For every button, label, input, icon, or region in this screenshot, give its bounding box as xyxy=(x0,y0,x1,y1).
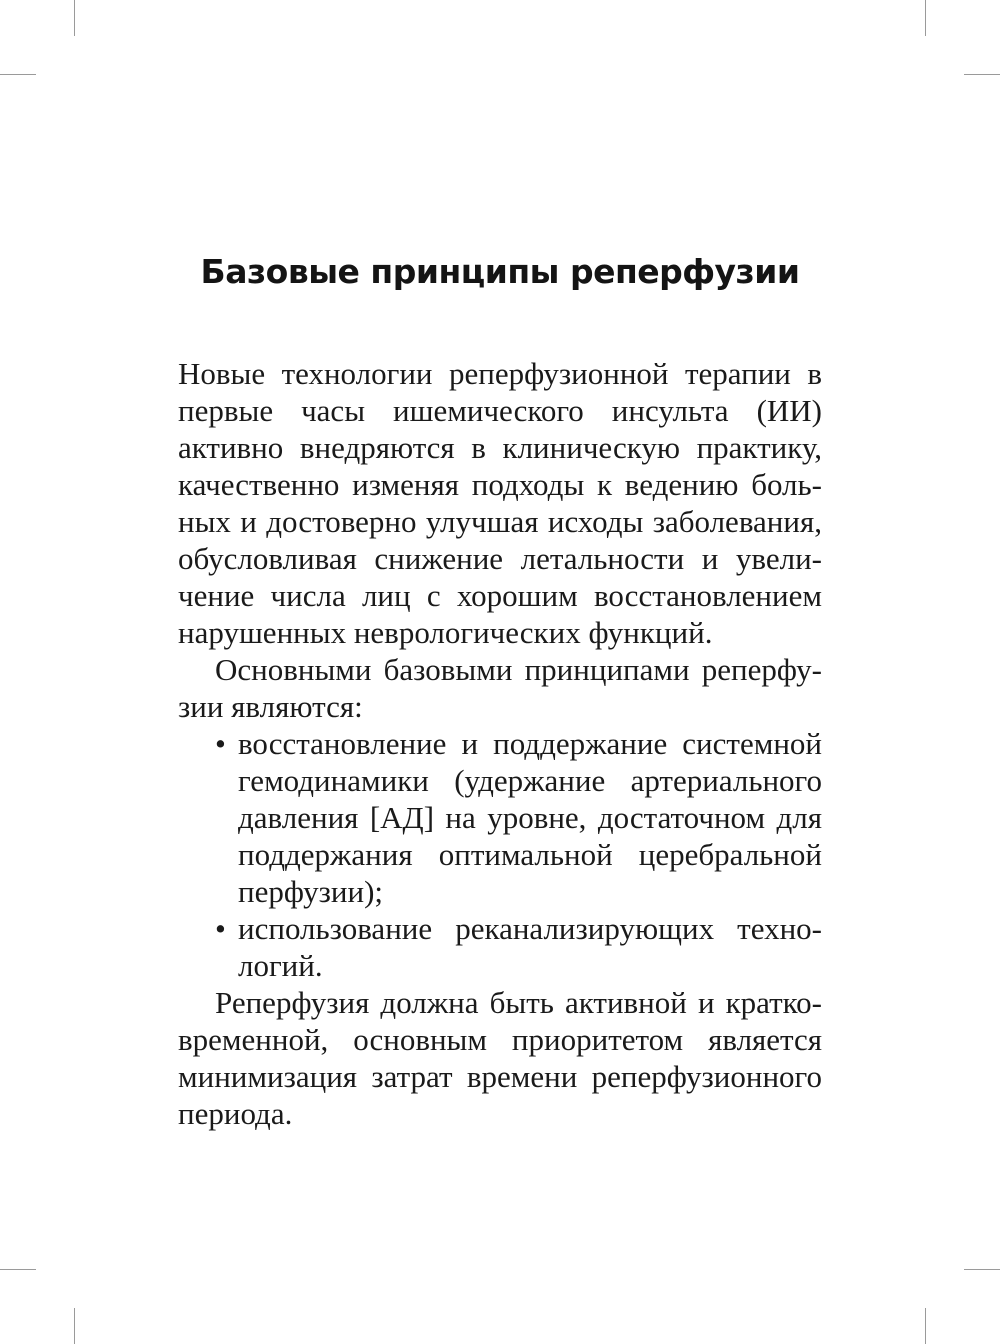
paragraph-conclusion: Реперфузия должна быть активной и кратковременной, основным приоритетом является минимизация затрат времени реперфузионного периода. xyxy=(178,985,822,1131)
crop-mark-top-left xyxy=(74,0,75,36)
principles-list xyxy=(178,725,822,984)
crop-mark-left-bottom xyxy=(0,1269,36,1270)
bullet-icon: • xyxy=(215,911,226,946)
crop-mark-right-bottom xyxy=(964,1269,1000,1270)
list-item xyxy=(178,725,822,910)
list-item-text: использование реканализирующих технологий. xyxy=(238,911,822,983)
list-item xyxy=(178,910,822,984)
crop-mark-bottom-left xyxy=(74,1308,75,1344)
crop-mark-right-top xyxy=(964,74,1000,75)
bullet-icon: • xyxy=(215,726,226,761)
list-item-text: восстановление и поддержание системной гемодинамики (удержание артериального давления [АД] на уровне, достаточном для поддержания оптимальной церебральной перфузии); xyxy=(238,726,822,909)
crop-mark-left-top xyxy=(0,74,36,75)
page-title: Базовые принципы реперфузии xyxy=(200,252,800,291)
paragraph-principles-lead: Основными базовыми принципами реперфузии являются: xyxy=(178,652,822,724)
body-text xyxy=(178,355,822,1132)
crop-mark-top-right xyxy=(925,0,926,36)
crop-mark-bottom-right xyxy=(925,1308,926,1344)
paragraph-intro: Новые технологии реперфузионной терапии в первые часы ишемического инсульта (ИИ) активно внедряются в клиническую практику, качественно изменяя подходы к ведению больных и достоверно улучшая исходы заболевания, обусловливая снижение летальности и увеличение числа лиц с хорошим восстановлением нарушенных неврологических функций. xyxy=(178,356,822,650)
